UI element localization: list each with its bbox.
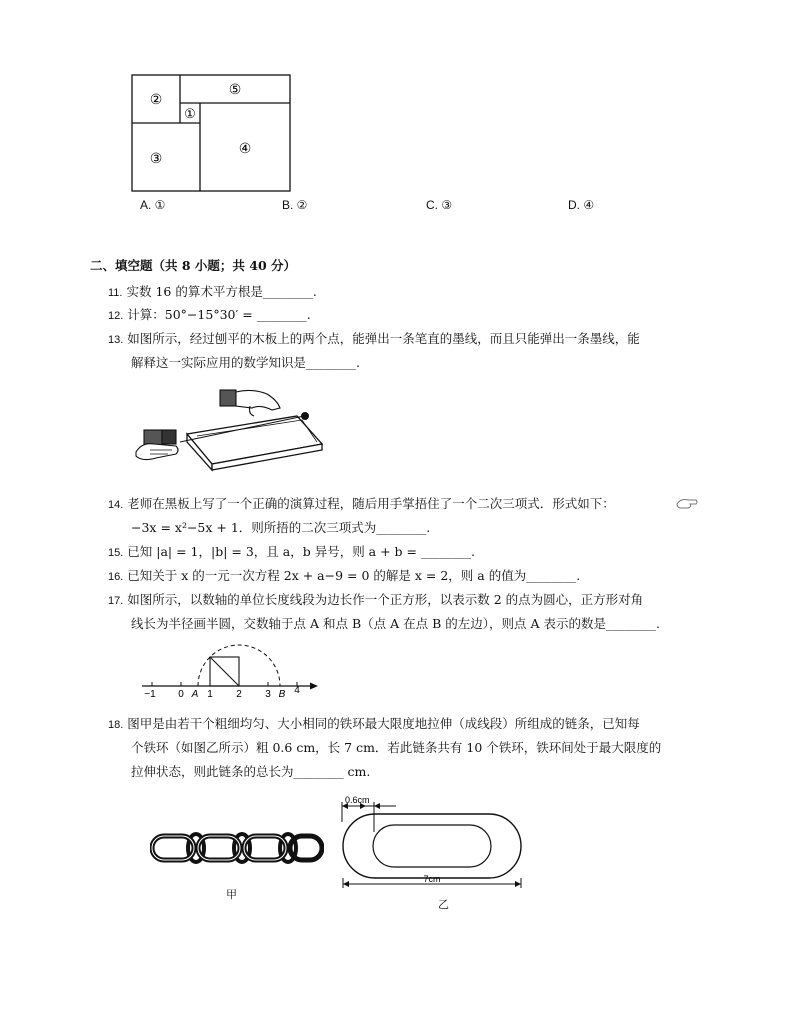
q10-option-a[interactable]: A. ①	[140, 198, 166, 212]
q10-option-d[interactable]: D. ④	[568, 198, 595, 212]
axis-label-b: B	[278, 689, 286, 700]
question-text: 已知关于 x 的一元一次方程 2x + a−9 = 0 的解是 x = 2，则 a 的值为________.	[127, 568, 581, 583]
region-label-3: ③	[149, 150, 163, 166]
question-17	[108, 590, 643, 611]
question-18	[108, 714, 640, 735]
question-number: 17.	[108, 595, 124, 607]
question-text-line1: 如图所示，以数轴的单位长度线段为边长作一个正方形，以表示数 2 的点为圆心，正方形对角	[127, 592, 644, 607]
caption-b: 乙	[438, 898, 449, 911]
question-14-line2: −3x = x²−5x + 1．则所捂的二次三项式为________.	[131, 520, 431, 535]
question-11	[108, 282, 317, 303]
question-number: 12.	[108, 310, 124, 322]
q13-board-figure	[132, 386, 332, 474]
label-thickness: 0.6cm	[345, 795, 370, 805]
question-number: 14.	[108, 499, 124, 511]
region-label-4: ④	[238, 140, 252, 156]
region-label-1: ①	[184, 106, 196, 121]
q17-number-line-figure	[140, 643, 322, 701]
question-text-line1: 如图所示，经过刨平的木板上的两个点，能弹出一条笔直的墨线，而且只能弹出一条墨线，能	[127, 331, 640, 346]
q18-chain-figure	[150, 826, 324, 876]
question-text: 实数 16 的算术平方根是________.	[126, 284, 317, 299]
question-17-line2: 线长为半径画半圆，交数轴于点 A 和点 B（点 A 在点 B 的左边），则点 A 表示的数是________.	[131, 616, 660, 631]
q10-option-b[interactable]: B. ②	[282, 198, 308, 212]
question-text-line1: 老师在黑板上写了一个正确的演算过程，随后用手掌捂住了一个二次三项式．形式如下：	[127, 496, 615, 511]
palm-icon	[676, 496, 698, 510]
question-number: 16.	[108, 571, 124, 583]
question-18-line3: 拉伸状态，则此链条的总长为________ cm.	[131, 764, 371, 779]
question-text: 已知 |a| = 1，|b| = 3，且 a，b 异号，则 a + b = ________.	[127, 544, 475, 559]
axis-label-neg1: −1	[144, 689, 156, 700]
region-label-5: ⑤	[228, 81, 242, 97]
q10-option-c[interactable]: C. ③	[426, 198, 453, 212]
axis-label-1: 1	[207, 689, 213, 700]
axis-label-0: 0	[178, 689, 184, 700]
question-15	[108, 542, 475, 563]
question-18-line2: 个铁环（如图乙所示）粗 0.6 cm，长 7 cm．若此链条共有 10 个铁环，铁环间处于最大限度的	[131, 740, 662, 755]
caption-a: 甲	[226, 888, 237, 901]
q10-figure	[130, 73, 292, 193]
label-length: 7cm	[423, 874, 441, 884]
question-text-line1: 图甲是由若干个粗细均匀、大小相同的铁环最大限度地拉伸（成线段）所组成的链条，已知每	[127, 716, 640, 731]
region-label-2: ②	[149, 91, 163, 107]
question-12	[108, 305, 311, 326]
q18-ring-figure	[316, 792, 530, 892]
question-14	[108, 494, 615, 515]
question-text: 计算：50°−15°30′ = ________.	[127, 307, 311, 322]
question-13-line2: 解释这一实际应用的数学知识是________.	[131, 355, 360, 370]
axis-label-2: 2	[236, 689, 242, 700]
question-number: 15.	[108, 547, 124, 559]
axis-label-3: 3	[265, 689, 271, 700]
section-title: 二、填空题（共 8 小题；共 40 分）	[90, 258, 297, 273]
question-number: 11.	[108, 287, 123, 299]
question-13	[108, 329, 640, 350]
axis-label-a: A	[191, 689, 199, 700]
axis-label-4: 4	[294, 685, 300, 696]
question-16	[108, 566, 580, 587]
question-number: 13.	[108, 334, 124, 346]
question-number: 18.	[108, 719, 124, 731]
